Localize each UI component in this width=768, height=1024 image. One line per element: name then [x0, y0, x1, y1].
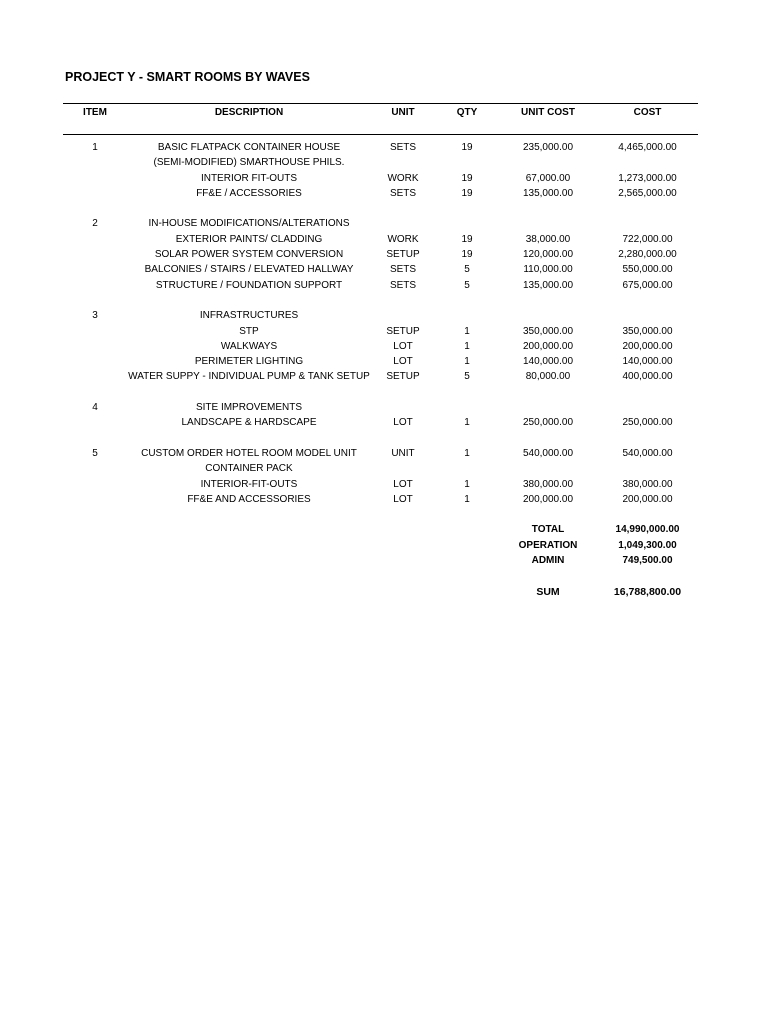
cell-unit-cost: 120,000.00 [522, 249, 574, 261]
cell-unit-cost: 140,000.00 [522, 356, 574, 368]
cell-description: BALCONIES / STAIRS / ELEVATED HALLWAY [144, 264, 354, 276]
cell-qty: 19 [461, 233, 473, 245]
table-row [63, 477, 698, 492]
cell-cost: 2,565,000.00 [618, 187, 677, 199]
cell-unit-cost: 200,000.00 [522, 493, 574, 505]
cell-qty: 1 [464, 340, 470, 352]
total-value: 14,990,000.00 [615, 524, 680, 536]
cell-cost: 400,000.00 [622, 371, 673, 383]
header-unit-cost: UNIT COST [521, 107, 575, 118]
cell-unit: SETS [389, 142, 417, 153]
cell-cost: 380,000.00 [622, 478, 673, 490]
cell-description: STP [239, 325, 259, 337]
cell-cost: 250,000.00 [622, 417, 673, 429]
group-spacer [63, 293, 698, 308]
total-row [63, 522, 698, 538]
cell-unit: WORK [387, 172, 419, 184]
cell-unit: LOT [393, 340, 413, 352]
sum-value: 16,788,800.00 [613, 585, 682, 598]
cell-cost: 140,000.00 [622, 356, 673, 368]
cost-table [63, 103, 698, 601]
cell-qty: 1 [464, 493, 470, 505]
cell-description: INTERIOR-FIT-OUTS [200, 478, 298, 490]
table-row [63, 140, 698, 155]
cell-description: WATER SUPPY - INDIVIDUAL PUMP & TANK SETUP [128, 371, 370, 383]
table-row [63, 369, 698, 384]
cell-unit-cost: 540,000.00 [522, 447, 574, 459]
table-row [63, 262, 698, 277]
cell-qty: 1 [464, 325, 470, 337]
total-label: TOTAL [531, 524, 565, 536]
cell-cost: 722,000.00 [622, 233, 673, 245]
table-row [63, 232, 698, 247]
cell-unit-cost: 110,000.00 [523, 264, 573, 276]
cell-cost: 2,280,000.00 [618, 249, 677, 261]
cell-cost: 350,000.00 [622, 325, 673, 337]
header-item: ITEM [83, 107, 107, 118]
table-row [63, 186, 698, 201]
cell-qty: 5 [464, 371, 470, 383]
operation-row [63, 538, 698, 554]
cell-qty: 19 [461, 249, 473, 261]
header-qty: QTY [456, 107, 478, 118]
cell-qty: 5 [464, 264, 470, 276]
cell-description: FF&E / ACCESSORIES [196, 187, 302, 199]
cell-item: 2 [92, 218, 98, 230]
table-row [63, 492, 698, 507]
cell-unit: SETUP [386, 249, 420, 261]
table-row [63, 415, 698, 430]
header-cost: COST [633, 107, 662, 118]
table-row [63, 155, 698, 170]
table-header [63, 103, 698, 135]
cell-unit-cost: 350,000.00 [522, 325, 574, 337]
cell-description: STRUCTURE / FOUNDATION SUPPORT [155, 279, 343, 291]
cell-description: LANDSCAPE & HARDSCAPE [181, 417, 317, 429]
cell-description: CONTAINER PACK [205, 463, 293, 475]
cell-unit-cost: 200,000.00 [522, 340, 574, 352]
table-row [63, 339, 698, 354]
cell-unit: LOT [393, 478, 413, 490]
cell-unit: LOT [393, 417, 413, 429]
table-row [63, 324, 698, 339]
cell-description: INFRASTRUCTURES [199, 310, 299, 322]
table-body [63, 140, 698, 507]
admin-value: 749,500.00 [622, 555, 673, 567]
cell-item: 3 [92, 310, 98, 322]
cell-unit: UNIT [391, 447, 415, 459]
cell-unit: LOT [393, 493, 413, 505]
cell-description: SOLAR POWER SYSTEM CONVERSION [154, 249, 344, 261]
totals-block [63, 522, 698, 601]
cell-unit: LOT [393, 356, 413, 368]
cell-unit-cost: 135,000.00 [522, 187, 574, 199]
cell-unit-cost: 135,000.00 [522, 279, 574, 291]
operation-label: OPERATION [518, 539, 578, 551]
cell-description: WALKWAYS [220, 340, 278, 352]
cell-qty: 19 [461, 142, 473, 153]
header-unit: UNIT [391, 107, 415, 118]
table-row [63, 354, 698, 369]
cell-description: BASIC FLATPACK CONTAINER HOUSE [157, 142, 341, 153]
group-spacer [63, 201, 698, 216]
table-row [63, 400, 698, 415]
sum-label: SUM [536, 585, 560, 598]
cell-unit-cost: 67,000.00 [525, 172, 571, 184]
admin-label: ADMIN [531, 555, 565, 567]
cell-cost: 550,000.00 [622, 264, 673, 276]
cell-description: (SEMI-MODIFIED) SMARTHOUSE PHILS. [153, 157, 345, 169]
cell-cost: 540,000.00 [622, 447, 673, 459]
cell-item: 4 [92, 402, 98, 414]
cell-item: 5 [92, 447, 98, 459]
page-title: PROJECT Y - SMART ROOMS BY WAVES [65, 70, 310, 84]
cell-unit: SETUP [386, 325, 420, 337]
cell-cost: 200,000.00 [622, 340, 673, 352]
table-row [63, 278, 698, 293]
cell-unit-cost: 80,000.00 [525, 371, 571, 383]
cell-unit-cost: 38,000.00 [525, 233, 571, 245]
cell-unit-cost: 235,000.00 [522, 142, 574, 153]
cell-qty: 5 [464, 279, 470, 291]
table-row [63, 171, 698, 186]
cell-qty: 1 [464, 417, 470, 429]
table-row [63, 461, 698, 476]
cell-qty: 1 [464, 478, 470, 490]
cell-description: PERIMETER LIGHTING [194, 356, 304, 368]
cell-description: SITE IMPROVEMENTS [195, 402, 303, 414]
cell-unit: SETUP [386, 371, 420, 383]
group-spacer [63, 431, 698, 446]
cell-cost: 675,000.00 [622, 279, 673, 291]
cell-item: 1 [92, 142, 98, 153]
cell-cost: 4,465,000.00 [618, 142, 677, 153]
header-description: DESCRIPTION [214, 107, 284, 118]
cell-description: INTERIOR FIT-OUTS [200, 172, 298, 184]
cell-qty: 19 [461, 172, 473, 184]
cell-qty: 1 [464, 356, 470, 368]
cell-unit-cost: 250,000.00 [522, 417, 574, 429]
cell-qty: 19 [461, 187, 473, 199]
sum-row [63, 584, 698, 601]
cell-unit: WORK [387, 233, 419, 245]
cell-unit: SETS [389, 264, 417, 276]
cell-description: IN-HOUSE MODIFICATIONS/ALTERATIONS [148, 218, 350, 230]
cell-unit-cost: 380,000.00 [522, 478, 574, 490]
cell-unit: SETS [389, 279, 417, 291]
cell-qty: 1 [464, 447, 470, 459]
cell-description: EXTERIOR PAINTS/ CLADDING [175, 233, 323, 245]
cell-description: CUSTOM ORDER HOTEL ROOM MODEL UNIT [141, 447, 357, 459]
table-row [63, 216, 698, 231]
table-row [63, 446, 698, 461]
cell-unit: SETS [389, 187, 417, 199]
operation-value: 1,049,300.00 [618, 539, 677, 551]
table-row [63, 308, 698, 323]
cell-description: FF&E AND ACCESSORIES [187, 493, 311, 505]
cell-cost: 200,000.00 [622, 493, 673, 505]
admin-row [63, 553, 698, 569]
group-spacer [63, 385, 698, 400]
table-row [63, 247, 698, 262]
cell-cost: 1,273,000.00 [618, 172, 677, 184]
